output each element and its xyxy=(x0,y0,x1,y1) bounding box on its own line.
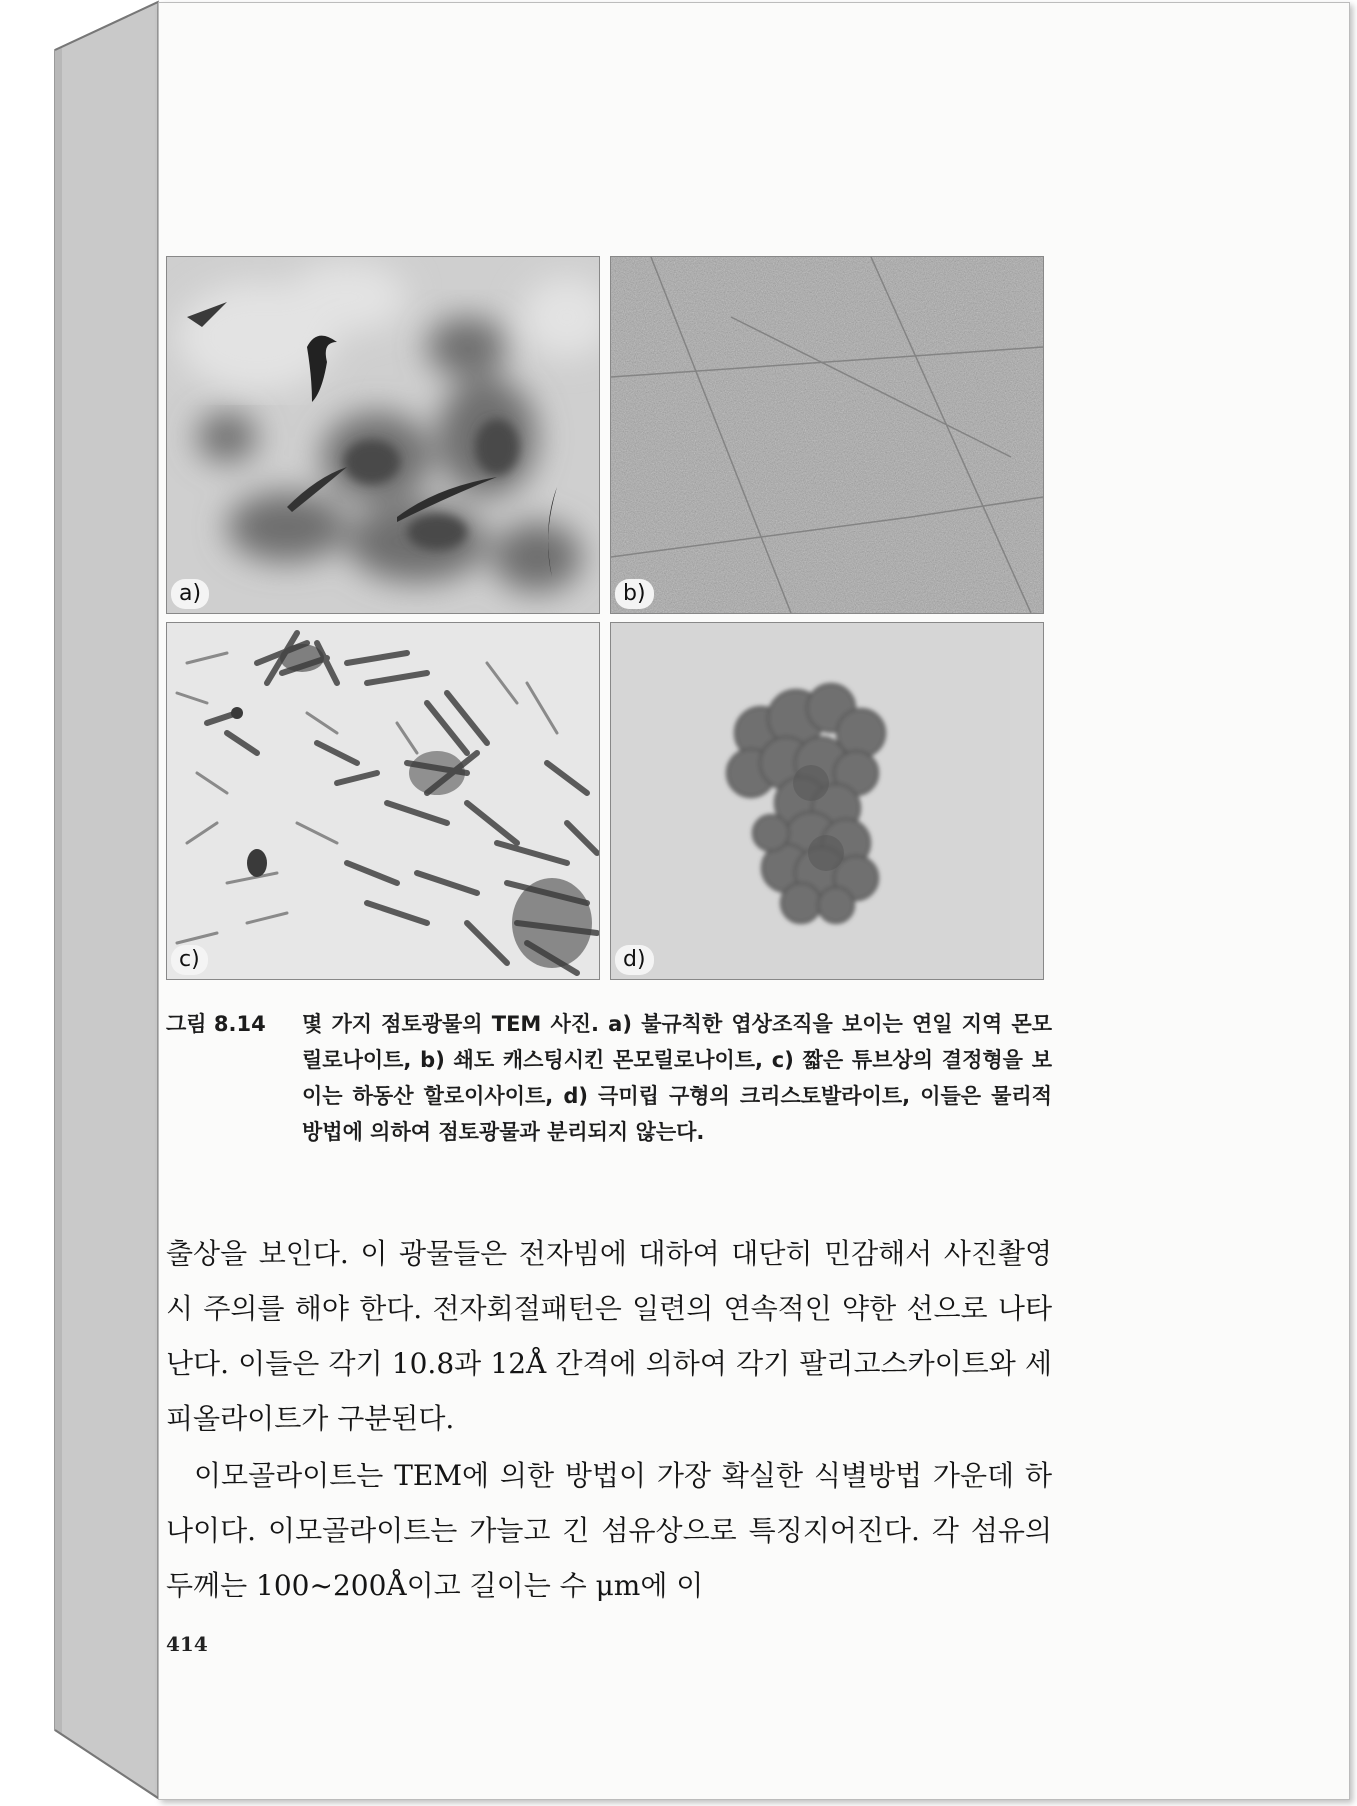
tem-panel-a xyxy=(166,256,600,614)
tem-micrograph-c xyxy=(167,623,599,979)
tem-panel-d xyxy=(610,622,1044,980)
tem-figure xyxy=(166,256,1052,980)
page-number: 414 xyxy=(166,1632,208,1656)
panel-label-c: c) xyxy=(171,945,208,975)
panel-label-a: a) xyxy=(171,579,209,609)
tem-panel-c xyxy=(166,622,600,980)
book-spine xyxy=(0,0,160,1806)
caption-number: 그림 8.14 xyxy=(166,1012,266,1036)
caption-text: 몇 가지 점토광물의 TEM 사진. a) 불규칙한 엽상조직을 보이는 연일 지역 몬모릴로나이트, b) 쇄도 캐스팅시킨 몬모릴로나이트, c) 짧은 튜브상의 결정형을 보이는 하동산 할로이사이트, d) 극미립 구형의 크리스토발라이트, 이들은 물리적 방법에 의하여 점토광물과 분리되지 않는다. xyxy=(302,1012,1052,1144)
tem-micrograph-d xyxy=(611,623,1043,979)
tem-micrograph-b xyxy=(611,257,1043,613)
tem-micrograph-a xyxy=(167,257,599,613)
panel-label-b: b) xyxy=(615,579,654,609)
tem-panel-b xyxy=(610,256,1044,614)
body-text xyxy=(166,1226,1052,1613)
panel-label-d: d) xyxy=(615,945,654,975)
paragraph-2: 이모골라이트는 TEM에 의한 방법이 가장 확실한 식별방법 가운데 하나이다. 이모골라이트는 가늘고 긴 섬유상으로 특징지어진다. 각 섬유의 두께는 100~200Å이고 길이는 수 μm에 이 xyxy=(166,1459,1052,1602)
paragraph-1: 출상을 보인다. 이 광물들은 전자빔에 대하여 대단히 민감해서 사진촬영시 주의를 해야 한다. 전자회절패턴은 일련의 연속적인 약한 선으로 나타난다. 이들은 각기 10.8과 12Å 간격에 의하여 각기 팔리고스카이트와 세피올라이트가 구분된다. xyxy=(166,1237,1052,1435)
